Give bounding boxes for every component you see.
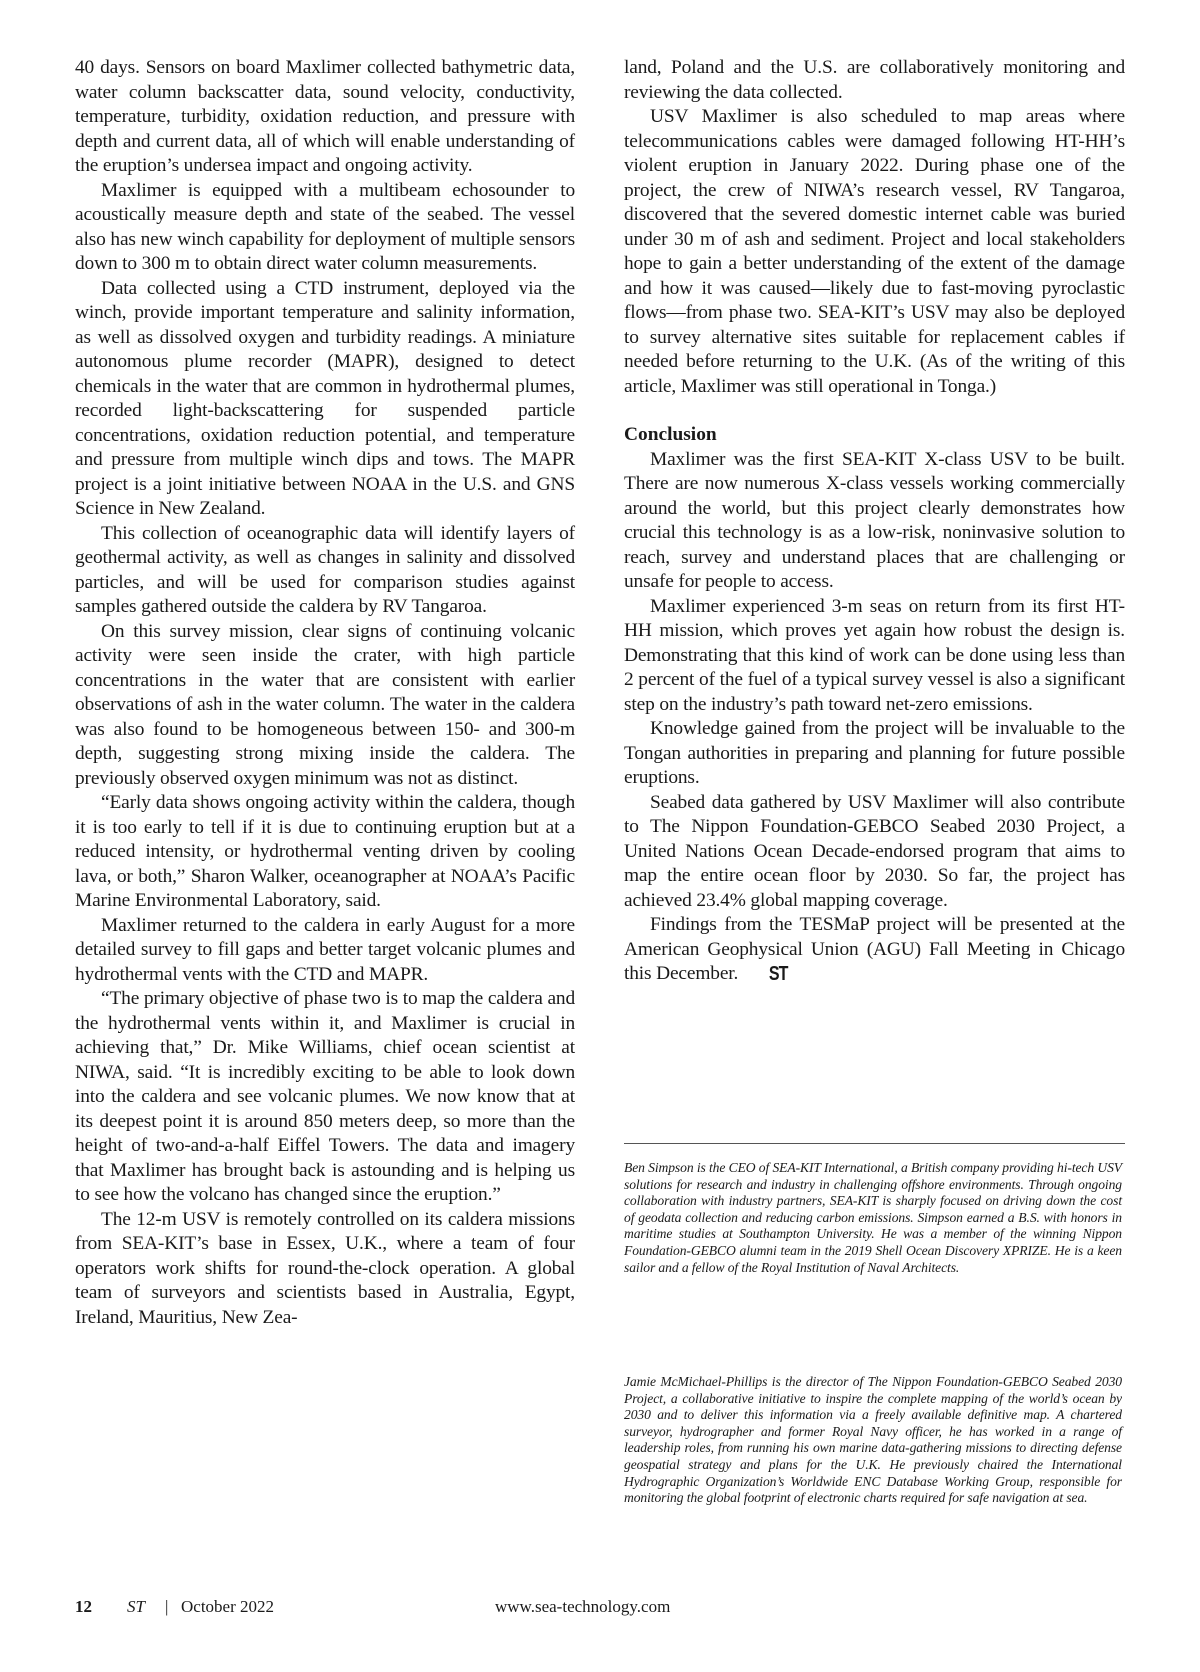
paragraph: Maxlimer returned to the caldera in early August for a more detailed survey to fill gaps and better target volcanic plumes and hydrothermal vents with the CTD and MAPR. (75, 914, 575, 985)
paragraph: Seabed data gathered by USV Maxlimer will also contribute to The Nippon Foundation-GEBCO Seabed 2030 Project, a United Nations Ocean Decade-endorsed program that aims to map the entire ocean floor by 2030. So far, the project has achieved 23.4% global mapping coverage. (624, 791, 1125, 911)
paragraph: “Early data shows ongoing activity within the caldera, though it is too early to tell if it is due to continuing eruption but at a reduced intensity, or hydrothermal venting driven by cooling lava, or both,” Sharon Walker, oceanographer at NOAA’s Pacific Marine Environmental Laboratory, said. (75, 792, 575, 911)
paragraph: 40 days. Sensors on board Maxlimer collected bathymetric data, water column backscatter data, sound velocity, conductivity, temperature, turbidity, oxidation reduction, and pressure with depth and current data, all of which will enable understanding of the eruption’s undersea impact and ongoing activity. (75, 57, 575, 176)
paragraph: “The primary objective of phase two is to map the caldera and the hydrothermal vents within it, and Maxlimer is crucial in achieving that,” Dr. Mike Williams, chief ocean scientist at NIWA, said. “It is incredibly exciting to be able to look down into the caldera and see volcanic plumes. We now know that at its deepest point it is around 850 meters deep, so more than the height of two-and-a-half Eiffel Towers. The data and imagery that Maxlimer has brought back is astounding and is helping us to see how the volcano has changed since the eruption.” (75, 988, 575, 1205)
paragraph: Data collected using a CTD instrument, deployed via the winch, provide important temperature and salinity information, as well as dissolved oxygen and turbidity readings. A miniature autonomous plume recorder (MAPR), designed to detect chemicals in the water that are common in hydrothermal plumes, recorded light-backscattering for suspended particle concentrations, oxidation reduction potential, and temperature and pressure from multiple winch dips and tows. The MAPR project is a joint initiative between NOAA in the U.S. and GNS Science in New Zealand. (75, 277, 575, 519)
author-bio-mcmichael-phillips: Jamie McMichael-Phillips is the director of The Nippon Foundation-GEBCO Seabed 2030 Project, a collaborative initiative to inspire the complete mapping of the world’s ocean by 2030 and to deliver this information via a freely available definitive map. A chartered surveyor, hydrographer and former Royal Navy officer, he has worked in a range of leadership roles, from running his own marine data-gathering missions to directing defense geospatial strategy and plans for the U.K. He previously chaired the International Hydrographic Organization’s Worldwide ENC Database Working Group, responsible for monitoring the global footprint of electronic charts required for safe navigation at sea. (624, 1374, 1122, 1506)
section-heading-conclusion: Conclusion (624, 424, 717, 445)
paragraph: The 12-m USV is remotely controlled on its caldera missions from SEA-KIT’s base in Essex, U.K., where a team of four operators work shifts for round-the-clock operation. A global team of surveyors and scientists based in Australia, Egypt, Ireland, Mauritius, New Zea- (75, 1208, 575, 1328)
final-paragraph (624, 913, 1125, 988)
issue-date: October 2022 (181, 1597, 275, 1616)
page-number: 12 (75, 1597, 92, 1616)
magazine-abbr: ST (127, 1597, 145, 1616)
website-url[interactable]: www.sea-technology.com (495, 1597, 671, 1616)
paragraph: On this survey mission, clear signs of continuing volcanic activity were seen inside the crater, with high particle concentrations in the water that are consistent with earlier observations of ash in the water column. The water in the caldera was also found to be homogeneous between 150- and 300-m depth, suggesting strong mixing inside the caldera. The previously observed oxygen minimum was not as distinct. (75, 620, 575, 789)
paragraph: Knowledge gained from the project will be invaluable to the Tongan authorities in preparing and planning for future possible eruptions. (624, 718, 1125, 788)
bio-divider (624, 1143, 1125, 1144)
paragraph: USV Maxlimer is also scheduled to map areas where telecommunications cables were damaged following HT-HH’s violent eruption in January 2022. During phase one of the project, the crew of NIWA’s research vessel, RV Tangaroa, discovered that the severed domestic internet cable was buried under 30 m of ash and sediment. Project and local stakeholders hope to gain a better understanding of the extent of the damage and how it was caused—likely due to fast-moving pyroclastic flows—from phase two. SEA-KIT’s USV may also be deployed to survey alternative sites suitable for replacement cables if needed before returning to the U.K. (As of the writing of this article, Maxlimer was still operational in Tonga.) (624, 106, 1125, 397)
right-column (624, 56, 1125, 988)
left-column (75, 56, 575, 1330)
paragraph: Maxlimer experienced 3-m seas on return from its first HT-HH mission, which proves yet again how robust the design is. Demonstrating that this kind of work can be done using less than 2 percent of the fuel of a typical survey vessel is also a significant step on the industry’s path toward net-zero emissions. (624, 595, 1125, 715)
footer-separator: | (165, 1597, 169, 1616)
paragraph: land, Poland and the U.S. are collaboratively monitoring and reviewing the data collected. (624, 57, 1125, 103)
author-bio-simpson: Ben Simpson is the CEO of SEA-KIT International, a British company providing hi-tech USV solutions for research and industry in challenging offshore environments. Through ongoing collaboration with industry partners, SEA-KIT is sharply focused on driving down the cost of geodata collection and reducing carbon emissions. Simpson earned a B.S. with honors in maritime studies at Southampton University. He was a member of the winning Nippon Foundation-GEBCO alumni team in the 2019 Shell Ocean Discovery XPRIZE. He is a keen sailor and a fellow of the Royal Institution of Naval Architects. (624, 1160, 1122, 1275)
paragraph: This collection of oceanographic data will identify layers of geothermal activity, as well as changes in salinity and dissolved particles, and will be used for comparison studies against samples gathered outside the caldera by RV Tangaroa. (75, 522, 575, 617)
paragraph: Maxlimer is equipped with a multibeam echosounder to acoustically measure depth and state of the seabed. The vessel also has new winch capability for deployment of multiple sensors down to 300 m to obtain direct water column measurements. (75, 179, 575, 274)
final-paragraph-text: Findings from the TESMaP project will be presented at the American Geophysical Union (AGU) Fall Meeting in Chicago this December. (624, 914, 1125, 984)
end-mark: ST (768, 963, 788, 985)
paragraph: Maxlimer was the first SEA-KIT X-class USV to be built. There are now numerous X-class vessels working commercially around the world, but this project clearly demonstrates how crucial this technology is as a low-risk, noninvasive solution to reach, survey and understand places that are challenging or unsafe for people to access. (624, 448, 1125, 592)
